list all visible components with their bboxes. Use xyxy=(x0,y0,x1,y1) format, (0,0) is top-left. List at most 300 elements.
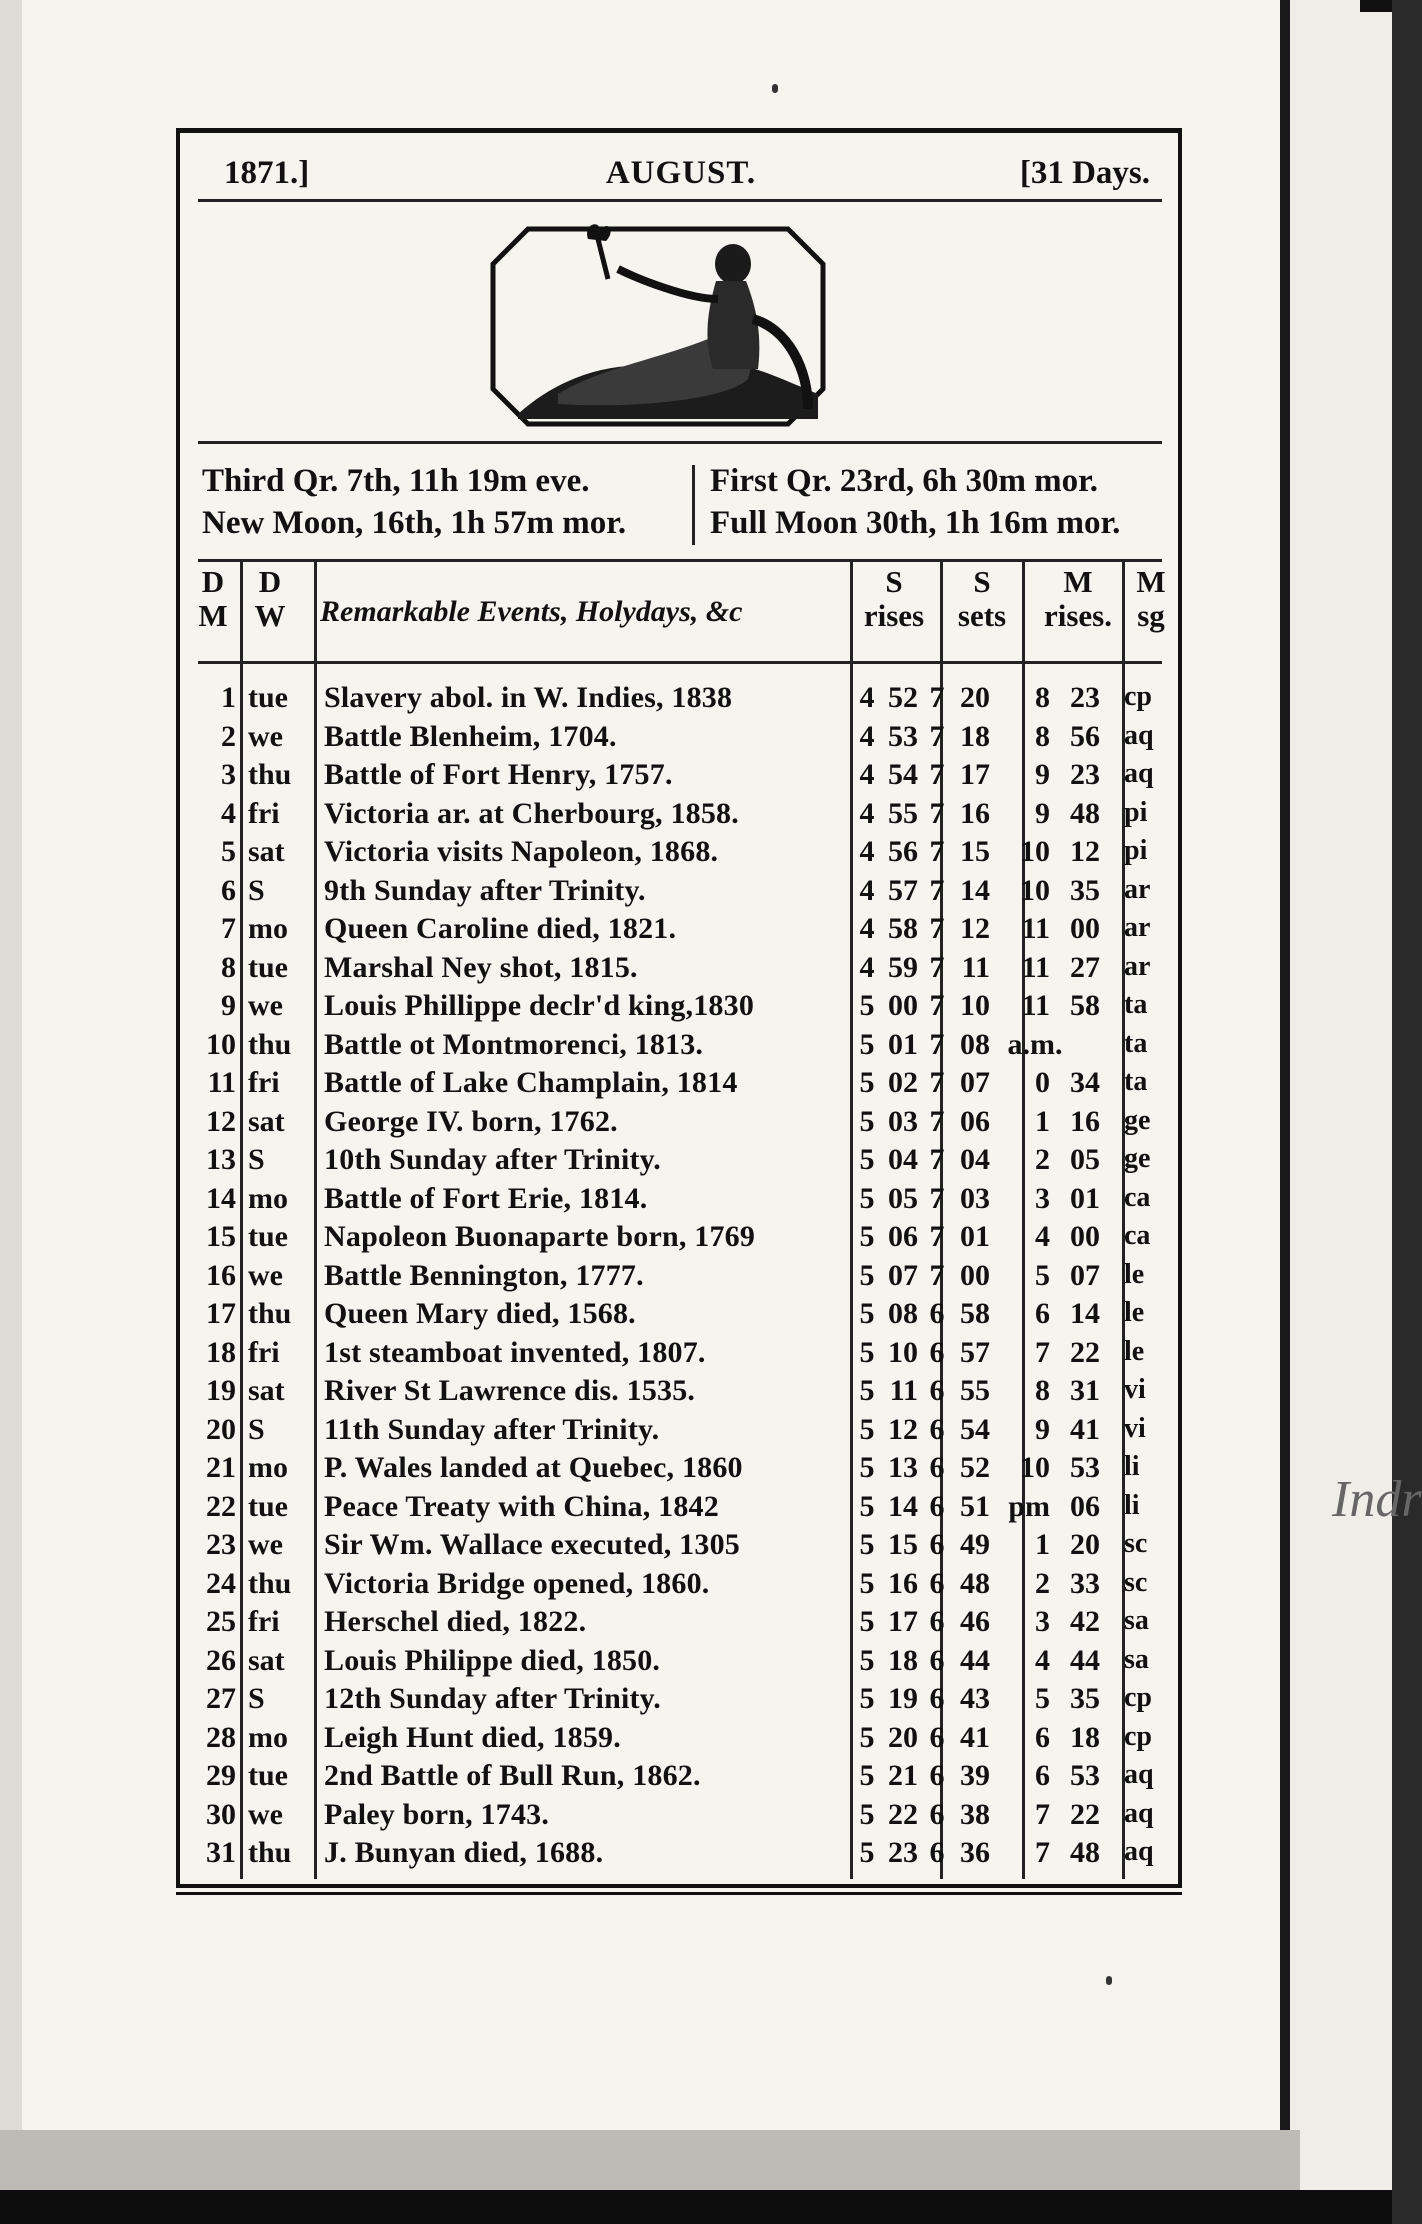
sunset-hour: 7 xyxy=(929,1181,945,1215)
moon-sign: ar xyxy=(1124,873,1151,905)
calendar-row xyxy=(180,1644,1180,1682)
sunrise-minute: 05 xyxy=(888,1181,918,1215)
sunset-minute: 15 xyxy=(960,835,990,868)
sunset-minute: 08 xyxy=(960,1027,990,1061)
day-of-month: 19 xyxy=(206,1374,236,1407)
day-of-month: 25 xyxy=(206,1605,236,1638)
day-of-month: 7 xyxy=(221,912,236,945)
moonrise-hour: a.m. xyxy=(1007,1027,1063,1061)
moonrise-minute: 18 xyxy=(1070,1720,1100,1754)
moonrise-minute: 42 xyxy=(1070,1605,1100,1638)
frame-underline xyxy=(176,1892,1182,1895)
moon-sign: le xyxy=(1124,1335,1145,1367)
moon-sign: le xyxy=(1124,1258,1145,1290)
sunrise-hour: 5 xyxy=(859,1643,875,1677)
moon-phase-first-quarter: First Qr. 23rd, 6h 30m mor. xyxy=(710,463,1099,499)
sunset-hour: 7 xyxy=(929,1027,945,1061)
event-text: Victoria visits Napoleon, 1868. xyxy=(324,835,719,868)
sunrise-hour: 5 xyxy=(859,1220,875,1253)
moon-divider xyxy=(692,465,695,545)
sunset-hour: 6 xyxy=(929,1605,945,1638)
col-head-dw: D W xyxy=(254,564,286,633)
moonrise-minute: 53 xyxy=(1070,1759,1100,1792)
ink-speck xyxy=(1106,1976,1112,1985)
calendar-row xyxy=(180,1759,1180,1797)
event-text: Sir Wm. Wallace executed, 1305 xyxy=(324,1528,740,1561)
moonrise-hour: 3 xyxy=(1035,1181,1050,1215)
day-of-month: 31 xyxy=(206,1836,236,1869)
day-of-month: 17 xyxy=(206,1297,236,1330)
sunrise-hour: 5 xyxy=(859,1066,875,1099)
calendar-row xyxy=(180,1567,1180,1605)
moon-sign: pi xyxy=(1124,835,1148,866)
calendar-row xyxy=(180,1220,1180,1258)
event-text: Battle ot Montmorenci, 1813. xyxy=(324,1027,704,1061)
sunset-hour: 6 xyxy=(929,1374,945,1407)
sunset-minute: 51 xyxy=(960,1489,990,1523)
moon-sign: ge xyxy=(1124,1143,1151,1174)
sunrise-hour: 5 xyxy=(859,1528,875,1561)
day-of-week: sat xyxy=(248,1374,285,1407)
moon-sign: vi xyxy=(1124,1374,1146,1405)
sunrise-minute: 12 xyxy=(888,1412,918,1446)
day-of-week: thu xyxy=(248,758,292,791)
sunset-hour: 6 xyxy=(929,1412,945,1446)
header-year: 1871.] xyxy=(224,155,310,191)
sunset-hour: 7 xyxy=(929,758,945,791)
sunset-hour: 6 xyxy=(929,1335,945,1369)
moonrise-hour: 0 xyxy=(1035,1066,1050,1099)
sunset-minute: 49 xyxy=(960,1528,990,1561)
scan-border-bottom xyxy=(0,2190,1392,2224)
day-of-week: mo xyxy=(248,912,288,945)
day-of-week: S xyxy=(248,1682,265,1715)
reclining-woman-with-torch-engraving-icon xyxy=(488,219,838,429)
moonrise-hour: 10 xyxy=(1020,835,1050,868)
day-of-month: 26 xyxy=(206,1643,236,1677)
sunrise-hour: 5 xyxy=(859,1374,875,1407)
event-text: Louis Philippe died, 1850. xyxy=(324,1643,661,1677)
sunset-hour: 6 xyxy=(929,1451,945,1484)
sunrise-hour: 4 xyxy=(859,950,875,984)
sunrise-minute: 02 xyxy=(888,1066,918,1099)
col-head-events: Remarkable Events, Holydays, &c xyxy=(320,595,743,628)
event-text: P. Wales landed at Quebec, 1860 xyxy=(324,1451,743,1484)
moonrise-minute: 53 xyxy=(1070,1451,1100,1484)
sunset-hour: 6 xyxy=(929,1528,945,1561)
event-text: Napoleon Buonaparte born, 1769 xyxy=(324,1220,756,1253)
moonrise-hour: 8 xyxy=(1035,681,1050,714)
sunrise-hour: 5 xyxy=(859,989,875,1022)
sunrise-minute: 06 xyxy=(888,1220,918,1253)
day-of-week: S xyxy=(248,873,265,907)
day-of-week: fri xyxy=(248,1066,280,1099)
moon-sign: sc xyxy=(1124,1566,1148,1598)
moonrise-minute: 07 xyxy=(1070,1258,1100,1292)
moon-sign: sa xyxy=(1124,1643,1149,1675)
calendar-row xyxy=(180,1028,1180,1066)
sunrise-minute: 54 xyxy=(888,758,918,791)
moon-sign: vi xyxy=(1124,1412,1146,1444)
moon-phase-third-quarter: Third Qr. 7th, 11h 19m eve. xyxy=(202,463,590,499)
moon-sign: ge xyxy=(1124,1104,1151,1136)
calendar-row xyxy=(180,1451,1180,1489)
sunset-hour: 7 xyxy=(929,1104,945,1138)
sunset-minute: 17 xyxy=(960,758,990,791)
event-text: Peace Treaty with China, 1842 xyxy=(324,1489,719,1523)
moonrise-hour: 2 xyxy=(1035,1566,1050,1600)
moon-sign: aq xyxy=(1124,1836,1154,1867)
moonrise-hour: 9 xyxy=(1035,796,1050,830)
calendar-header xyxy=(198,143,1164,195)
calendar-row xyxy=(180,989,1180,1027)
sunrise-minute: 15 xyxy=(888,1528,918,1561)
moonrise-minute: 20 xyxy=(1070,1528,1100,1561)
sunset-minute: 11 xyxy=(961,950,990,984)
day-of-month: 14 xyxy=(206,1181,236,1215)
moon-sign: cp xyxy=(1124,1682,1152,1713)
calendar-row xyxy=(180,720,1180,758)
moonrise-minute: 31 xyxy=(1070,1374,1100,1407)
moonrise-hour: pm xyxy=(1008,1489,1050,1523)
sunrise-hour: 5 xyxy=(859,1682,875,1715)
sunrise-hour: 5 xyxy=(859,1104,875,1138)
moon-sign: ca xyxy=(1124,1181,1151,1213)
sunrise-minute: 56 xyxy=(888,835,918,868)
sunset-hour: 6 xyxy=(929,1297,945,1330)
calendar-row xyxy=(180,835,1180,873)
col-head-moon-rises: M rises. xyxy=(1043,564,1112,633)
moon-sign: ca xyxy=(1124,1220,1151,1251)
day-of-month: 11 xyxy=(207,1066,236,1099)
day-of-month: 3 xyxy=(221,758,236,791)
sunrise-hour: 5 xyxy=(859,1720,875,1754)
margin-handwriting: Indr xyxy=(1332,1471,1422,1528)
event-text: Victoria ar. at Cherbourg, 1858. xyxy=(324,796,739,830)
day-of-month: 23 xyxy=(206,1528,236,1561)
day-of-month: 24 xyxy=(206,1566,236,1600)
calendar-row xyxy=(180,951,1180,989)
moon-sign: cp xyxy=(1124,1720,1152,1752)
sunset-hour: 6 xyxy=(929,1643,945,1677)
moonrise-minute: 12 xyxy=(1070,835,1100,868)
moon-sign: ar xyxy=(1124,912,1151,943)
sunset-hour: 7 xyxy=(929,1143,945,1176)
moon-sign: aq xyxy=(1124,1759,1154,1790)
sunset-minute: 41 xyxy=(960,1720,990,1754)
calendar-row xyxy=(180,1490,1180,1528)
sunrise-minute: 52 xyxy=(888,681,918,714)
event-text: 10th Sunday after Trinity. xyxy=(324,1143,661,1176)
sunset-hour: 7 xyxy=(929,681,945,714)
day-of-month: 1 xyxy=(221,681,236,714)
calendar-row xyxy=(180,1066,1180,1104)
calendar-row xyxy=(180,912,1180,950)
moon-sign: li xyxy=(1124,1451,1140,1482)
sunrise-hour: 5 xyxy=(859,1759,875,1792)
sunset-hour: 6 xyxy=(929,1682,945,1715)
moon-rule xyxy=(198,559,1162,562)
sunset-minute: 58 xyxy=(960,1297,990,1330)
moon-sign: ta xyxy=(1124,989,1148,1020)
event-text: 2nd Battle of Bull Run, 1862. xyxy=(324,1759,701,1792)
calendar-row xyxy=(180,1105,1180,1143)
day-of-week: tue xyxy=(248,950,288,984)
sunrise-minute: 20 xyxy=(888,1720,918,1754)
sunrise-hour: 5 xyxy=(859,1836,875,1869)
sunset-hour: 7 xyxy=(929,873,945,907)
sunset-hour: 6 xyxy=(929,1759,945,1792)
day-of-month: 16 xyxy=(206,1258,236,1292)
sunset-minute: 44 xyxy=(960,1643,990,1677)
day-of-week: we xyxy=(248,719,283,753)
sunset-minute: 04 xyxy=(960,1143,990,1176)
event-text: Louis Phillippe declr'd king,1830 xyxy=(324,989,755,1022)
day-of-month: 9 xyxy=(221,989,236,1022)
sunrise-hour: 5 xyxy=(859,1258,875,1292)
moonrise-minute: 56 xyxy=(1070,719,1100,753)
sunset-minute: 10 xyxy=(960,989,990,1022)
sunset-minute: 48 xyxy=(960,1566,990,1600)
moonrise-hour: 3 xyxy=(1035,1605,1050,1638)
moonrise-minute: 48 xyxy=(1070,1836,1100,1869)
sunset-hour: 7 xyxy=(929,835,945,868)
day-of-month: 15 xyxy=(206,1220,236,1253)
day-of-week: mo xyxy=(248,1181,288,1215)
moon-sign: ta xyxy=(1124,1066,1148,1097)
sunrise-minute: 22 xyxy=(888,1797,918,1831)
calendar-row xyxy=(180,1336,1180,1374)
sunrise-minute: 59 xyxy=(888,950,918,984)
day-of-week: sat xyxy=(248,1104,285,1138)
sunrise-minute: 57 xyxy=(888,873,918,907)
calendar-row xyxy=(180,1682,1180,1720)
sunrise-hour: 5 xyxy=(859,1605,875,1638)
sunrise-minute: 19 xyxy=(888,1682,918,1715)
day-of-month: 10 xyxy=(206,1027,236,1061)
day-of-month: 30 xyxy=(206,1797,236,1831)
sunrise-minute: 07 xyxy=(888,1258,918,1292)
calendar-row xyxy=(180,1259,1180,1297)
moon-sign: ta xyxy=(1124,1027,1148,1059)
event-text: 1st steamboat invented, 1807. xyxy=(324,1335,706,1369)
sunset-minute: 57 xyxy=(960,1335,990,1369)
day-of-week: fri xyxy=(248,796,280,830)
sunset-minute: 07 xyxy=(960,1066,990,1099)
scan-edge-top xyxy=(1360,0,1392,12)
moonrise-hour: 6 xyxy=(1035,1759,1050,1792)
sunrise-hour: 4 xyxy=(859,796,875,830)
event-text: Battle of Fort Erie, 1814. xyxy=(324,1181,648,1215)
moon-sign: aq xyxy=(1124,758,1154,789)
moonrise-minute: 23 xyxy=(1070,758,1100,791)
moonrise-hour: 10 xyxy=(1020,873,1050,907)
moonrise-minute: 34 xyxy=(1070,1066,1100,1099)
sunrise-hour: 5 xyxy=(859,1797,875,1831)
sunset-minute: 16 xyxy=(960,796,990,830)
day-of-week: tue xyxy=(248,681,288,714)
sunrise-minute: 14 xyxy=(888,1489,918,1523)
day-of-week: tue xyxy=(248,1489,288,1523)
calendar-row xyxy=(180,1413,1180,1451)
event-text: Herschel died, 1822. xyxy=(324,1605,587,1638)
sunset-minute: 38 xyxy=(960,1797,990,1831)
moonrise-hour: 1 xyxy=(1035,1104,1050,1138)
sunrise-hour: 4 xyxy=(859,719,875,753)
sunrise-hour: 4 xyxy=(859,681,875,714)
sunset-minute: 06 xyxy=(960,1104,990,1138)
sunrise-hour: 5 xyxy=(859,1451,875,1484)
calendar-row xyxy=(180,1721,1180,1759)
moon-sign: pi xyxy=(1124,796,1148,828)
event-text: Battle of Fort Henry, 1757. xyxy=(324,758,673,791)
calendar-row xyxy=(180,874,1180,912)
moon-sign: sc xyxy=(1124,1528,1148,1559)
sunrise-minute: 01 xyxy=(888,1027,918,1061)
sunrise-minute: 53 xyxy=(888,719,918,753)
moonrise-minute: 58 xyxy=(1070,989,1100,1022)
sunrise-hour: 5 xyxy=(859,1412,875,1446)
day-of-month: 13 xyxy=(206,1143,236,1176)
sunrise-hour: 5 xyxy=(859,1335,875,1369)
sunrise-minute: 16 xyxy=(888,1566,918,1600)
moonrise-hour: 11 xyxy=(1021,950,1050,984)
moon-sign: cp xyxy=(1124,681,1152,712)
sunset-hour: 6 xyxy=(929,1566,945,1600)
sunrise-minute: 17 xyxy=(888,1605,918,1638)
sunrise-minute: 03 xyxy=(888,1104,918,1138)
moonrise-minute: 00 xyxy=(1070,912,1100,945)
sunset-hour: 7 xyxy=(929,796,945,830)
moonrise-hour: 7 xyxy=(1035,1797,1050,1831)
event-text: Leigh Hunt died, 1859. xyxy=(324,1720,621,1754)
page-spine xyxy=(0,0,22,2224)
header-days: [31 Days. xyxy=(1019,155,1150,191)
sunrise-minute: 18 xyxy=(888,1643,918,1677)
day-of-week: mo xyxy=(248,1451,288,1484)
event-text: 9th Sunday after Trinity. xyxy=(324,873,646,907)
calendar-row xyxy=(180,1836,1180,1874)
sunrise-minute: 10 xyxy=(888,1335,918,1369)
event-text: Slavery abol. in W. Indies, 1838 xyxy=(324,681,733,714)
sunset-minute: 39 xyxy=(960,1759,990,1792)
day-of-month: 18 xyxy=(206,1335,236,1369)
sunrise-hour: 5 xyxy=(859,1181,875,1215)
sunrise-hour: 5 xyxy=(859,1143,875,1176)
day-of-week: thu xyxy=(248,1027,292,1061)
col-head-sun-rises: S rises xyxy=(863,564,925,633)
moonrise-hour: 11 xyxy=(1021,989,1050,1022)
moonrise-minute: 27 xyxy=(1070,950,1100,984)
day-of-week: fri xyxy=(248,1605,280,1638)
column-head-rule xyxy=(198,661,1162,664)
moonrise-minute: 44 xyxy=(1070,1643,1100,1677)
moonrise-minute: 48 xyxy=(1070,796,1100,830)
day-of-month: 5 xyxy=(221,835,236,868)
sunset-minute: 46 xyxy=(960,1605,990,1638)
day-of-week: thu xyxy=(248,1836,292,1869)
sunset-minute: 00 xyxy=(960,1258,990,1292)
moonrise-hour: 1 xyxy=(1035,1528,1050,1561)
sunset-minute: 14 xyxy=(960,873,990,907)
sunrise-minute: 21 xyxy=(888,1759,918,1792)
sunset-minute: 12 xyxy=(960,912,990,945)
moonrise-hour: 6 xyxy=(1035,1720,1050,1754)
sunrise-minute: 55 xyxy=(888,796,918,830)
sunrise-minute: 11 xyxy=(889,1374,918,1407)
sunrise-minute: 23 xyxy=(888,1836,918,1869)
day-of-week: we xyxy=(248,1797,283,1831)
moonrise-hour: 6 xyxy=(1035,1297,1050,1330)
moonrise-minute: 06 xyxy=(1070,1489,1100,1523)
day-of-week: tue xyxy=(248,1759,288,1792)
moonrise-hour: 11 xyxy=(1021,912,1050,945)
moonrise-minute: 05 xyxy=(1070,1143,1100,1176)
calendar-row xyxy=(180,1605,1180,1643)
moonrise-hour: 4 xyxy=(1035,1643,1050,1677)
facing-page xyxy=(1290,0,1422,2224)
sunset-minute: 54 xyxy=(960,1412,990,1446)
moonrise-hour: 4 xyxy=(1035,1220,1050,1253)
header-month: AUGUST. xyxy=(605,155,757,191)
moonrise-minute: 35 xyxy=(1070,873,1100,907)
moonrise-minute: 01 xyxy=(1070,1181,1100,1215)
sunset-minute: 55 xyxy=(960,1374,990,1407)
sunrise-minute: 08 xyxy=(888,1297,918,1330)
sunset-hour: 7 xyxy=(929,1220,945,1253)
moonrise-minute: 22 xyxy=(1070,1335,1100,1369)
sunrise-minute: 04 xyxy=(888,1143,918,1176)
moon-sign: ar xyxy=(1124,950,1151,982)
event-text: 12th Sunday after Trinity. xyxy=(324,1682,661,1715)
col-head-dm: D M xyxy=(198,564,228,633)
day-of-month: 4 xyxy=(221,796,236,830)
sunset-hour: 7 xyxy=(929,989,945,1022)
calendar-row xyxy=(180,758,1180,796)
day-of-month: 28 xyxy=(206,1720,236,1754)
sunrise-minute: 00 xyxy=(888,989,918,1022)
event-text: Victoria Bridge opened, 1860. xyxy=(324,1566,710,1600)
calendar-row xyxy=(180,1528,1180,1566)
day-of-week: S xyxy=(248,1412,265,1446)
moonrise-hour: 7 xyxy=(1035,1335,1050,1369)
sunset-hour: 7 xyxy=(929,1066,945,1099)
sunrise-hour: 5 xyxy=(859,1297,875,1330)
moonrise-hour: 7 xyxy=(1035,1836,1050,1869)
moonrise-hour: 9 xyxy=(1035,758,1050,791)
sunset-minute: 20 xyxy=(960,681,990,714)
moonrise-hour: 5 xyxy=(1035,1682,1050,1715)
sunset-hour: 7 xyxy=(929,912,945,945)
event-text: Battle Blenheim, 1704. xyxy=(324,719,617,753)
day-of-week: tue xyxy=(248,1220,288,1253)
sunset-minute: 52 xyxy=(960,1451,990,1484)
moonrise-hour: 10 xyxy=(1020,1451,1050,1484)
moonrise-minute: 35 xyxy=(1070,1682,1100,1715)
day-of-month: 20 xyxy=(206,1412,236,1446)
day-of-month: 29 xyxy=(206,1759,236,1792)
day-of-week: mo xyxy=(248,1720,288,1754)
sunrise-hour: 5 xyxy=(859,1489,875,1523)
event-text: Battle Bennington, 1777. xyxy=(324,1258,644,1292)
event-text: Paley born, 1743. xyxy=(324,1797,550,1831)
moon-sign: aq xyxy=(1124,719,1154,751)
sunset-hour: 6 xyxy=(929,1836,945,1869)
moonrise-minute: 22 xyxy=(1070,1797,1100,1831)
day-of-week: thu xyxy=(248,1566,292,1600)
calendar-row xyxy=(180,681,1180,719)
event-text: River St Lawrence dis. 1535. xyxy=(324,1374,696,1407)
